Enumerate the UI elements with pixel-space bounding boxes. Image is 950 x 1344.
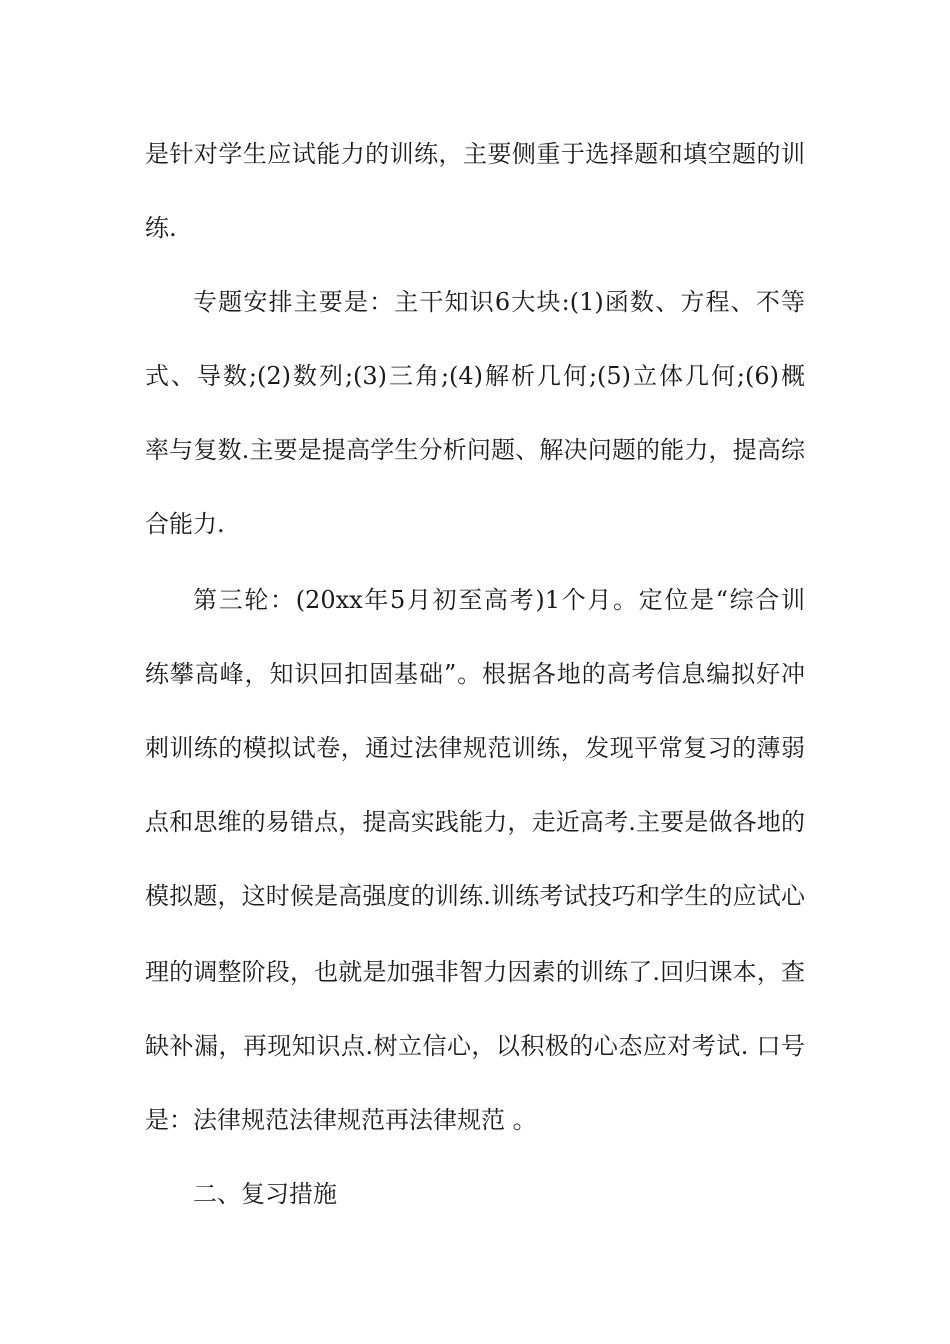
section-heading: 二、复习措施 (193, 1180, 337, 1208)
paragraph-line-4: 式、导数;(2)数列;(3)三角;(4)解析几何;(5)立体几何;(6)概 (145, 362, 805, 390)
paragraph-line-6: 合能力. (145, 510, 225, 538)
paragraph-line-5: 率与复数.主要是提高学生分析问题、解决问题的能力，提高综 (145, 436, 805, 464)
paragraph-line-14: 是：法律规范法律规范再法律规范 。 (145, 1106, 537, 1134)
paragraph-line-9: 刺训练的模拟试卷，通过法律规范训练，发现平常复习的薄弱 (145, 734, 805, 762)
paragraph-line-2: 练. (145, 214, 177, 242)
paragraph-line-12: 理的调整阶段，也就是加强非智力因素的训练了.回归课本，查 (145, 958, 805, 986)
paragraph-line-10: 点和思维的易错点，提高实践能力，走近高考.主要是做各地的 (145, 808, 805, 836)
paragraph-line-1: 是针对学生应试能力的训练，主要侧重于选择题和填空题的训 (145, 140, 805, 168)
paragraph-line-3: 专题安排主要是：主干知识6大块:(1)函数、方程、不等 (193, 288, 805, 316)
paragraph-line-8: 练攀高峰，知识回扣固基础”。根据各地的高考信息编拟好冲 (145, 660, 805, 688)
paragraph-line-11: 模拟题，这时候是高强度的训练.训练考试技巧和学生的应试心 (145, 882, 805, 910)
paragraph-line-7: 第三轮：(20xx年5月初至高考)1个月。定位是“综合训 (193, 586, 805, 614)
paragraph-line-13: 缺补漏，再现知识点.树立信心，以积极的心态应对考试. 口号 (145, 1032, 805, 1060)
